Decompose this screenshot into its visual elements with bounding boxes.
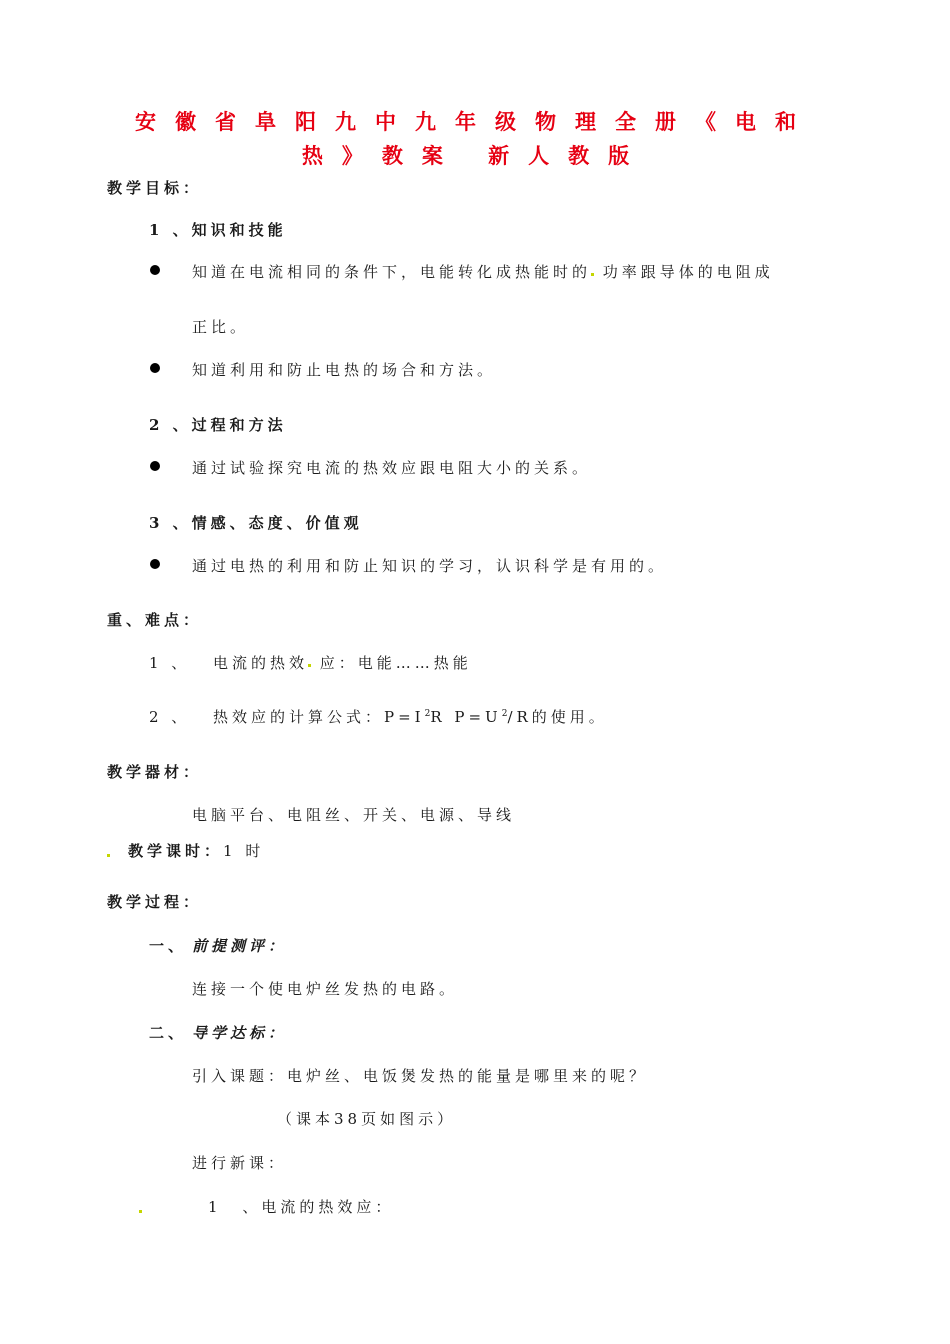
process-heading: 教学过程： <box>107 893 203 911</box>
formula-superscript-1: 2 <box>424 709 431 719</box>
objective-bullet-4: 通过电热的利用和防止知识的学习，认识科学是有用的。 <box>192 557 668 575</box>
objective-bullet-2: 知道利用和防止电热的场合和方法。 <box>192 361 497 379</box>
key-point-2 <box>213 706 608 727</box>
objective-bullet-1-part-a: 知道在电流相同的条件下，电能转化成热能时的 <box>192 263 592 281</box>
objective-section-2: 2 、过程和方法 <box>149 416 287 434</box>
new-lesson-item-1-text: 、电流的热效应： <box>242 1198 395 1216</box>
equipment-list: 电脑平台、电阻丝、开关、电源、导线 <box>192 806 516 824</box>
formula-middle: R P=U <box>430 708 502 726</box>
objective-bullet-3: 通过试验探究电流的热效应跟电阻大小的关系。 <box>192 459 592 477</box>
lesson-time-value: 1 时 <box>223 842 265 860</box>
bullet-icon <box>150 461 160 471</box>
objective-bullet-1-part-b: 功率跟导体的电阻成 <box>594 263 774 281</box>
textbook-reference: （课本38页如图示） <box>277 1110 457 1128</box>
formula-suffix: /R的使用。 <box>507 708 608 726</box>
key-point-1 <box>213 652 472 673</box>
process-step-1-title: 前提测评： <box>192 937 288 955</box>
formula-prefix: 热效应的计算公式：P=I <box>213 708 425 726</box>
mark-icon <box>139 1210 142 1213</box>
process-step-2-text: 引入课题：电炉丝、电饭煲发热的能量是哪里来的呢？ <box>192 1067 649 1085</box>
objective-bullet-1 <box>192 261 774 282</box>
process-step-1-text: 连接一个使电炉丝发热的电路。 <box>192 980 459 998</box>
equipment-heading: 教学器材： <box>107 763 203 781</box>
bullet-icon <box>150 559 160 569</box>
formula-superscript-2: 2 <box>501 709 508 719</box>
key-point-1-part-a: 电流的热效 <box>213 654 309 672</box>
mark-icon <box>107 854 110 857</box>
document-title-line-2: 热》教案 新人教版 <box>301 143 649 168</box>
process-step-2-title: 导学达标： <box>192 1024 288 1042</box>
process-step-2-number: 二、 <box>149 1024 188 1042</box>
lesson-time-label: 教学课时： <box>128 842 224 860</box>
key-point-1-number: 1 、 <box>149 654 191 672</box>
lesson-time <box>128 840 264 861</box>
new-lesson-item-1-number: 1 <box>208 1198 231 1216</box>
objective-section-1: 1 、知识和技能 <box>149 221 287 239</box>
new-lesson-item-1 <box>208 1196 394 1217</box>
document-title-line-1: 安徽省阜阳九中九年级物理全册《电和 <box>135 109 815 134</box>
bullet-icon <box>150 265 160 275</box>
objective-section-3: 3 、情感、态度、价值观 <box>149 514 363 532</box>
bullet-icon <box>150 363 160 373</box>
objectives-heading: 教学目标： <box>107 179 203 197</box>
new-lesson-label: 进行新课： <box>192 1154 288 1172</box>
key-point-2-number: 2 、 <box>149 708 191 726</box>
objective-bullet-1-continued: 正比。 <box>192 318 250 336</box>
key-points-heading: 重、难点： <box>107 611 203 629</box>
key-point-1-part-b: 应：电能……热能 <box>311 654 472 672</box>
process-step-1-number: 一、 <box>149 937 188 955</box>
